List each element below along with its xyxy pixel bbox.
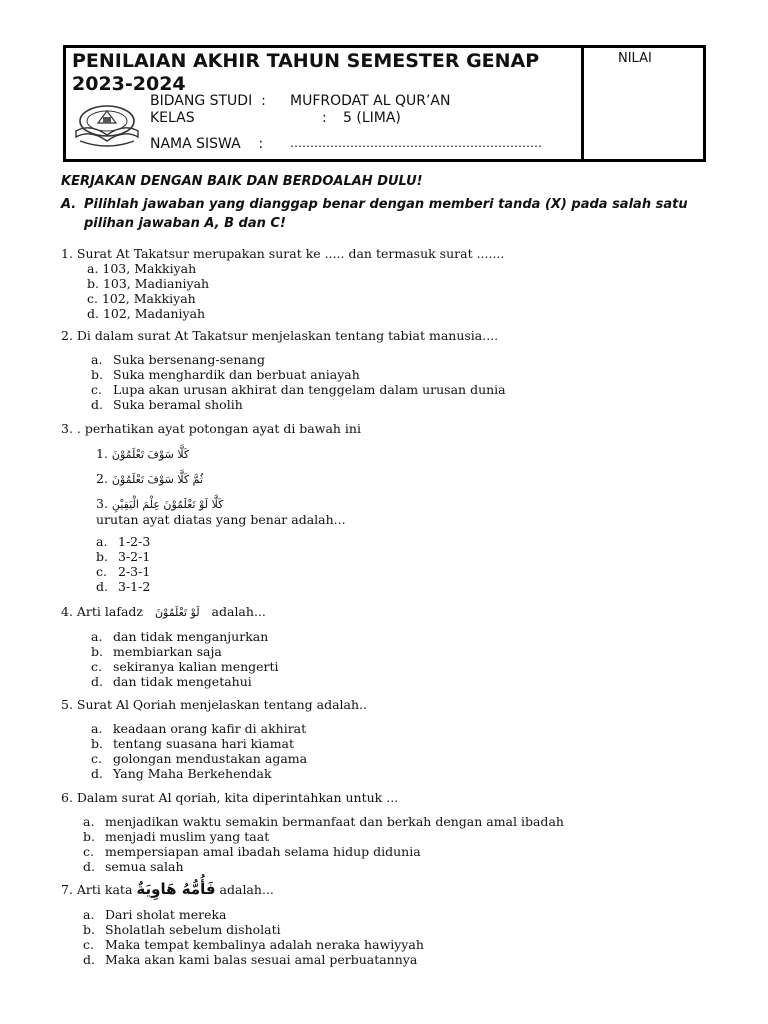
nilai-label: NILAI (618, 51, 652, 66)
q7-option-a[interactable] (83, 907, 227, 922)
question-2: 2. Di dalam surat At Takatsur menjelaskan tentang tabiat manusia.... (61, 328, 499, 343)
q3-verse-3 (96, 496, 223, 512)
option-text: tentang suasana hari kiamat (113, 736, 295, 751)
option-text: Sholatlah sebelum disholati (105, 922, 281, 937)
school-logo-icon (70, 101, 144, 149)
option-text: Yang Maha Berkehendak (113, 766, 272, 781)
option-text: Suka menghardik dan berbuat aniayah (113, 367, 360, 382)
option-text: mempersiapan amal ibadah selama hidup didunia (105, 844, 421, 859)
q5-option-b[interactable] (91, 736, 294, 751)
q1-option-a[interactable]: a. 103, Makkiyah (87, 261, 197, 276)
option-letter: a. (91, 629, 103, 644)
q6-option-b[interactable] (83, 829, 269, 844)
q4-arabic: لَوْ تَعْلَمُوْنَ (154, 606, 200, 619)
q4-suffix: adalah... (211, 604, 266, 619)
option-text: Maka akan kami balas sesuai amal perbuatannya (105, 952, 418, 967)
option-text: keadaan orang kafir di akhirat (113, 721, 307, 736)
question-5: 5. Surat Al Qoriah menjelaskan tentang adalah.. (61, 697, 367, 712)
q3-option-c[interactable] (96, 564, 150, 579)
option-letter: c. (83, 937, 94, 952)
verse-number: 3. (96, 496, 108, 511)
option-letter: d. (83, 859, 95, 874)
q7-option-c[interactable] (83, 937, 424, 952)
kelas-value: 5 (LIMA) (343, 110, 401, 126)
option-text: membiarkan saja (113, 644, 222, 659)
option-text: 3-1-2 (118, 579, 151, 594)
section-letter: A. (61, 197, 77, 212)
option-text: semua salah (105, 859, 184, 874)
option-text: menjadi muslim yang taat (105, 829, 270, 844)
verse-arabic: كَلَّا سَوْفَ تَعْلَمُوْنَ (111, 448, 190, 461)
q4-option-d[interactable] (91, 674, 252, 689)
general-instruction: KERJAKAN DENGAN BAIK DAN BERDOALAH DULU! (61, 174, 423, 189)
option-text: dan tidak menganjurkan (113, 629, 269, 644)
option-letter: c. (91, 382, 102, 397)
option-letter: a. (96, 534, 108, 549)
section-text: Pilihlah jawaban yang dianggap benar dengan memberi tanda (X) pada salah satu pilihan jawaban A, B dan C! (84, 197, 688, 231)
option-letter: d. (91, 766, 103, 781)
q7-suffix: adalah... (219, 882, 274, 897)
option-letter: a. (83, 814, 95, 829)
q1-option-b[interactable]: b. 103, Madianiyah (87, 276, 210, 291)
q5-option-d[interactable] (91, 766, 272, 781)
option-text: 3-2-1 (118, 549, 151, 564)
q4-option-a[interactable] (91, 629, 268, 644)
exam-title: PENILAIAN AKHIR TAHUN SEMESTER GENAP 2023-2024 (72, 50, 540, 95)
q7-option-b[interactable] (83, 922, 281, 937)
q6-option-d[interactable] (83, 859, 184, 874)
option-text: Lupa akan urusan akhirat dan tenggelam dalam urusan dunia (113, 382, 506, 397)
option-text: Suka bersenang-senang (113, 352, 265, 367)
verse-number: 1. (96, 446, 108, 461)
option-text: sekiranya kalian mengerti (113, 659, 279, 674)
option-letter: b. (91, 644, 103, 659)
option-letter: c. (96, 564, 107, 579)
option-letter: b. (83, 829, 95, 844)
option-text: dan tidak mengetahui (113, 674, 252, 689)
question-7 (61, 882, 274, 897)
verse-number: 2. (96, 471, 108, 486)
nama-siswa-label: NAMA SISWA : (150, 136, 264, 152)
q7-arabic: فَأُمُّهُ هَاوِيَةٌ (136, 880, 216, 898)
option-letter: a. (83, 907, 95, 922)
verse-arabic: ثُمَّ كَلَّا سَوْفَ تَعْلَمُوْنَ (111, 473, 204, 486)
option-letter: d. (96, 579, 108, 594)
header-divider (581, 48, 584, 159)
option-text: 1-2-3 (118, 534, 151, 549)
q1-option-c[interactable]: c. 102, Makkiyah (87, 291, 196, 306)
q3-option-d[interactable] (96, 579, 150, 594)
kelas-label: KELAS (150, 110, 195, 126)
option-letter: c. (91, 751, 102, 766)
section-a-instruction (61, 195, 701, 233)
q2-option-a[interactable] (91, 352, 265, 367)
verse-arabic: كَلَّا لَوْ تَعْلَمُوْنَ عِلْمَ الْيَقِيْنِ (111, 498, 224, 511)
q5-option-a[interactable] (91, 721, 306, 736)
option-text: Dari sholat mereka (105, 907, 227, 922)
nama-siswa-field[interactable]: ……………………………………………………… (290, 136, 542, 150)
q2-option-c[interactable] (91, 382, 506, 397)
option-letter: c. (83, 844, 94, 859)
exam-header-box (63, 45, 706, 162)
option-letter: a. (91, 352, 103, 367)
question-1: 1. Surat At Takatsur merupakan surat ke ..... dan termasuk surat ....... (61, 246, 505, 261)
q6-option-a[interactable] (83, 814, 564, 829)
q2-option-d[interactable] (91, 397, 243, 412)
option-letter: a. (91, 721, 103, 736)
option-text: golongan mendustakan agama (113, 751, 308, 766)
q3-verse-2 (96, 471, 203, 487)
question-6: 6. Dalam surat Al qoriah, kita diperintahkan untuk ... (61, 790, 399, 805)
option-letter: b. (83, 922, 95, 937)
question-3: 3. . perhatikan ayat potongan ayat di bawah ini (61, 421, 361, 436)
q3-option-b[interactable] (96, 549, 150, 564)
q7-prefix: 7. Arti kata (61, 882, 133, 897)
option-letter: d. (83, 952, 95, 967)
q3-follow-text: urutan ayat diatas yang benar adalah... (96, 512, 346, 527)
q7-option-d[interactable] (83, 952, 417, 967)
q6-option-c[interactable] (83, 844, 421, 859)
option-text: Suka beramal sholih (113, 397, 243, 412)
kelas-colon: : (322, 110, 327, 126)
option-letter: b. (91, 736, 103, 751)
option-letter: c. (91, 659, 102, 674)
q3-verse-1 (96, 446, 189, 462)
q1-option-d[interactable]: d. 102, Madaniyah (87, 306, 206, 321)
option-letter: d. (91, 397, 103, 412)
option-letter: b. (91, 367, 103, 382)
q2-option-b[interactable] (91, 367, 360, 382)
q3-option-a[interactable] (96, 534, 150, 549)
option-text: menjadikan waktu semakin bermanfaat dan berkah dengan amal ibadah (105, 814, 564, 829)
q5-option-c[interactable] (91, 751, 307, 766)
q4-option-b[interactable] (91, 644, 222, 659)
option-letter: d. (91, 674, 103, 689)
option-letter: b. (96, 549, 108, 564)
bidang-studi-value: MUFRODAT AL QUR’AN (290, 93, 451, 109)
q4-prefix: 4. Arti lafadz (61, 604, 144, 619)
option-text: 2-3-1 (118, 564, 151, 579)
q4-option-c[interactable] (91, 659, 279, 674)
bidang-studi-label: BIDANG STUDI : (150, 93, 266, 109)
option-text: Maka tempat kembalinya adalah neraka hawiyyah (105, 937, 424, 952)
question-4 (61, 604, 266, 620)
